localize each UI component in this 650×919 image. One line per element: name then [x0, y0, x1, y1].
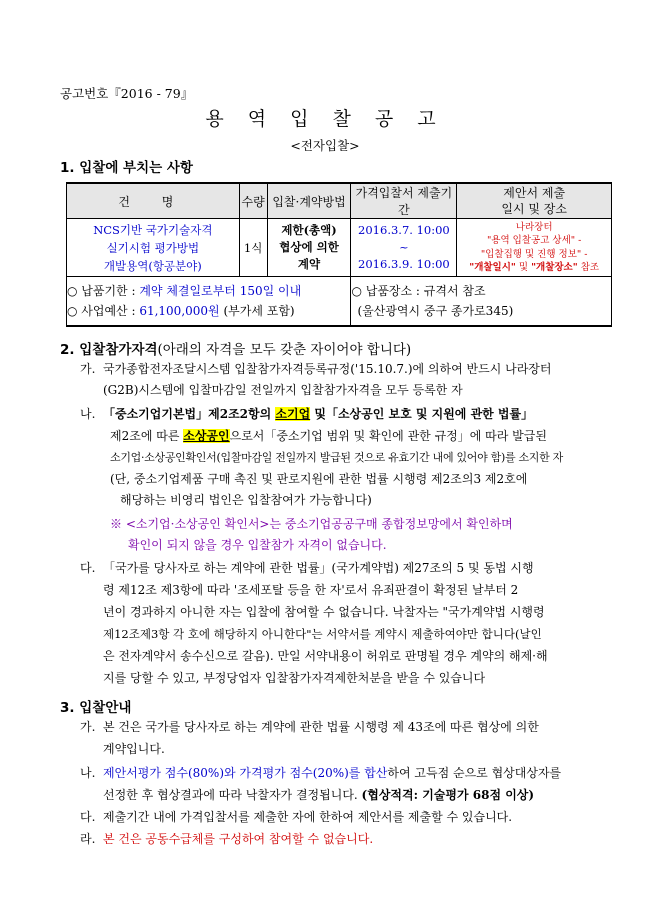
s2-na-line5: 해당하는 비영리 법인은 입찰참여가 가능합니다): [120, 493, 372, 507]
s2-na-line1: 「중소기업기본법」제2조2항의 소기업 및「소상공인 보호 및 지원에 관한 법률」: [103, 407, 534, 421]
section3-title: 입찰안내: [79, 700, 132, 716]
cell-qty: 1식: [239, 219, 267, 277]
table-header-row: [67, 183, 612, 219]
s3-da-marker: 다.: [80, 810, 96, 824]
s2-ga-line2: (G2B)시스템에 입찰마감일 전일까지 입찰참가자격을 모두 등록한 자: [103, 383, 463, 397]
table-row: [67, 219, 612, 277]
section1-title: 입찰에 부치는 사항: [79, 160, 193, 176]
header-method: 입찰·계약방법: [267, 183, 351, 219]
section3-number: 3.: [60, 700, 75, 716]
s3-na-line2: 선정한 후 협상결과에 따라 낙찰자가 결정됩니다. (협상적격: 기술평가 68점 이상): [103, 788, 535, 802]
section1-heading: [60, 156, 193, 176]
s3-da-line: 제출기간 내에 가격입찰서를 제출한 자에 한하여 제안서를 제출할 수 있습니다.: [103, 810, 513, 824]
s2-da-line3: 년이 경과하지 아니한 자는 입찰에 참여할 수 없습니다. 낙찰자는 "국가계약법 시행령: [103, 605, 545, 619]
s2-ga-line1: 국가종합전자조달시스템 입찰참가자격등록규정('15.10.7.)에 의하여 반드시 나라장터: [103, 362, 552, 376]
s2-da-line6: 지를 당할 수 있고, 부정당업자 입찰참가자격제한처분을 받을 수 있습니다: [103, 671, 486, 685]
table-footer-row: [67, 277, 612, 327]
cell-delivery-place: ○ 납품장소 : 규격서 참조 (울산광역시 중구 종가로345): [351, 277, 612, 327]
s3-ga-line2: 계약입니다.: [103, 742, 165, 756]
cell-delivery-budget: ○ 납품기한 : 계약 체결일로부터 150일 이내 ○ 사업예산 : 61,100,000원 (부가세 포함): [67, 277, 351, 327]
s2-na-line3: 소기업·소상공인확인서(입찰마감일 전일까지 발급된 것으로 유효기간 내에 있어야 함)를 소지한 자: [110, 451, 563, 464]
s2-note-line1: ※ <소기업·소상공인 확인서>는 중소기업공공구매 종합정보망에서 확인하며: [110, 517, 513, 531]
bid-info-table: [66, 182, 612, 327]
cell-project-name: NCS기반 국가기술자격 실기시험 평가방법 개발용역(항공분야): [67, 219, 240, 277]
s2-na-line2: 제2조에 따른 소상공인으로서「중소기업 범위 및 확인에 관한 규정」에 따라 발급된: [110, 429, 547, 443]
s3-na-line1: 제안서평가 점수(80%)와 가격평가 점수(20%)를 합산하여 고득점 순으로 협상대상자를: [103, 766, 562, 780]
s2-ga-marker: 가.: [80, 362, 96, 376]
cell-proposal: 나라장터 "용역 입찰공고 상세" - "입찰집행 및 진행 정보" - "개찰일시" 및 "개찰장소" 참조: [457, 219, 612, 277]
section2-heading: [60, 338, 411, 358]
s2-da-line4: 제12조제3항 각 호에 해당하지 아니한다"는 서약서를 계약시 제출하여야만 합니다(날인: [103, 627, 542, 641]
page-title: 용 역 입 찰 공 고: [205, 108, 445, 130]
s2-da-line2: 령 제12조 제3항에 따라 '조세포탈 등을 한 자'로서 유죄판결이 확정된 날부터 2: [103, 583, 519, 597]
s2-na-line4: (단, 중소기업제품 구매 촉진 및 판로지원에 관한 법률 시행령 제2조의3 제2호에: [110, 472, 528, 486]
s3-ga-line1: 본 건은 국가를 당사자로 하는 계약에 관한 법률 시행령 제 43조에 따른 협상에 의한: [103, 720, 539, 734]
header-qty: 수량: [239, 183, 267, 219]
s2-na-marker: 나.: [80, 407, 96, 421]
notice-number: 공고번호『2016 - 79』: [60, 86, 194, 101]
page-subtitle: <전자입찰>: [290, 138, 360, 153]
s3-ra-line: 본 건은 공동수급체를 구성하여 참여할 수 없습니다.: [103, 832, 374, 846]
cell-period: 2016.3.7. 10:00 ~ 2016.3.9. 10:00: [351, 219, 457, 277]
s3-na-marker: 나.: [80, 766, 96, 780]
s2-da-marker: 다.: [80, 561, 96, 575]
header-period: 가격입찰서 제출기간: [351, 183, 457, 219]
s2-da-line5: 은 전자계약서 송수신으로 갈음). 만일 서약내용이 허위로 판명될 경우 계약의 해제·해: [103, 649, 548, 663]
header-proposal: 제안서 제출 일시 및 장소: [457, 183, 612, 219]
section1-number: 1.: [60, 160, 75, 176]
section3-heading: [60, 696, 131, 716]
section2-note: (아래의 자격을 모두 갖춘 자이어야 합니다): [157, 342, 412, 358]
section2-number: 2.: [60, 342, 75, 358]
s2-note-line2: 확인이 되지 않을 경우 입찰참가 자격이 없습니다.: [128, 538, 387, 552]
cell-method: 제한(총액) 협상에 의한 계약: [267, 219, 351, 277]
section2-title: 입찰참가자격: [79, 342, 158, 358]
s3-ga-marker: 가.: [80, 720, 96, 734]
s3-ra-marker: 라.: [80, 832, 96, 846]
s2-da-line1: 「국가를 당사자로 하는 계약에 관한 법률」(국가계약법) 제27조의 5 및 동법 시행: [103, 561, 534, 575]
header-name: 건 명: [67, 183, 240, 219]
